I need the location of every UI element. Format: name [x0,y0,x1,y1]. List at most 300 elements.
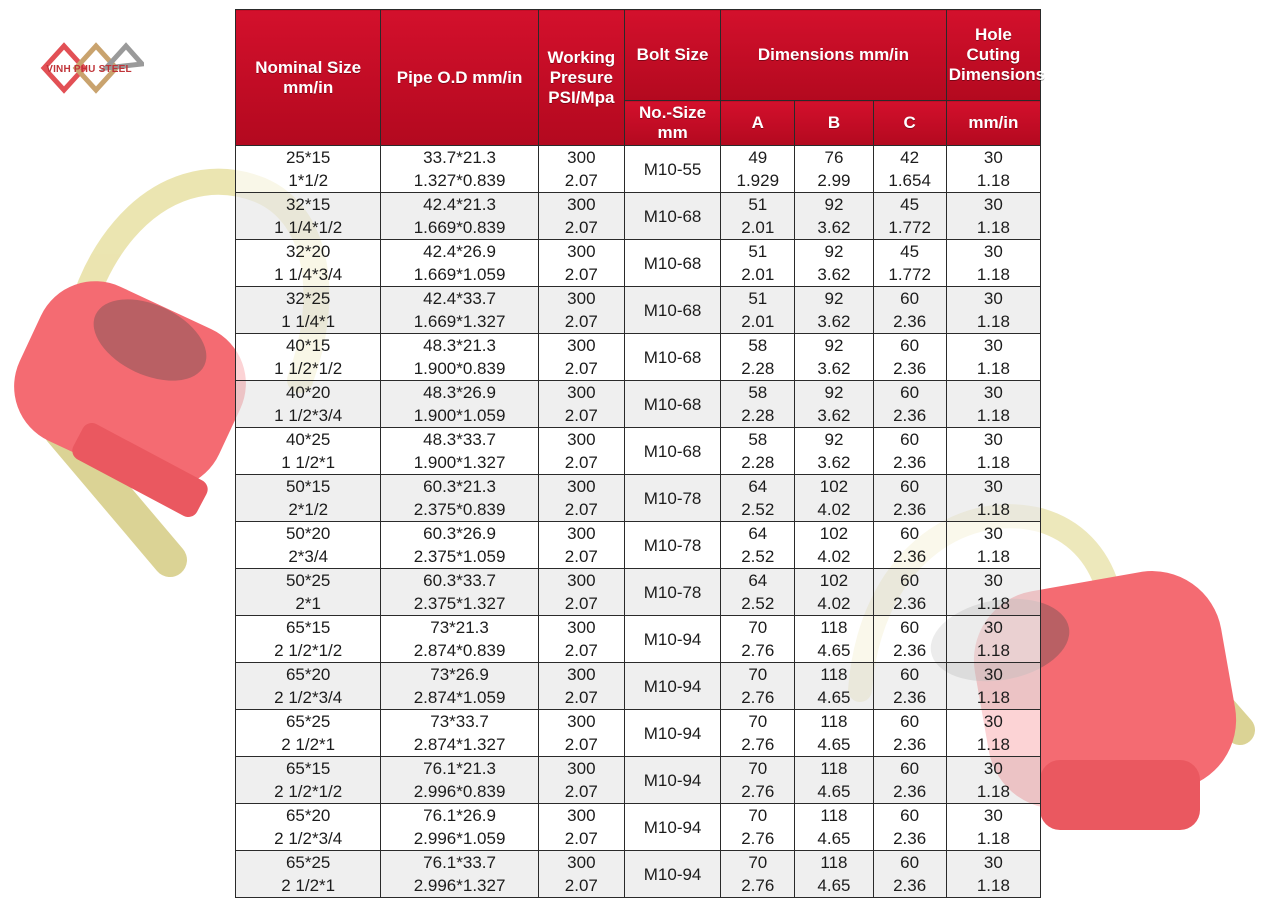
cell-pipe-od [381,616,538,663]
cell-working-pressure-primary: 300 [567,336,596,355]
cell-dim-c-primary: 60 [900,853,920,872]
cell-hole-cutting-secondary: 1.18 [976,171,1010,190]
cell-dim-a-primary: 70 [748,853,768,872]
cell-dim-a-secondary: 2.76 [741,829,775,848]
cell-working-pressure [538,475,624,522]
cell-dim-a-secondary: 2.52 [741,500,775,519]
cell-working-pressure-secondary: 2.07 [564,876,598,895]
cell-dim-b-primary: 76 [824,148,844,167]
cell-dim-b-primary: 92 [824,430,844,449]
cell-hole-cutting-secondary: 1.18 [976,688,1010,707]
cell-working-pressure [538,381,624,428]
cell-dim-c-primary: 60 [900,430,920,449]
cell-dim-c-secondary: 2.36 [893,406,927,425]
cell-dim-c [873,240,946,287]
header-bolt-size: Bolt Size [624,10,720,101]
cell-nominal-size [236,428,381,475]
cell-hole-cutting [946,710,1040,757]
cell-working-pressure-primary: 300 [567,712,596,731]
cell-nominal-size [236,804,381,851]
cell-pipe-od [381,757,538,804]
cell-nominal-size-primary: 65*15 [285,618,331,637]
cell-dim-c-secondary: 1.772 [888,265,931,284]
cell-nominal-size [236,710,381,757]
cell-dim-a-secondary: 2.28 [741,453,775,472]
cell-nominal-size [236,240,381,287]
cell-hole-cutting-secondary: 1.18 [976,218,1010,237]
cell-dim-c [873,569,946,616]
cell-nominal-size-secondary: 1 1/4*1 [281,312,336,331]
table-row [236,428,1041,475]
cell-nominal-size-secondary: 1 1/4*1/2 [274,218,343,237]
cell-working-pressure-primary: 300 [567,195,596,214]
cell-working-pressure-secondary: 2.07 [564,547,598,566]
cell-dim-b-primary: 118 [820,665,848,684]
cell-dim-b-secondary: 4.02 [817,547,851,566]
cell-dim-b-secondary: 4.65 [817,782,851,801]
cell-dim-b-primary: 118 [820,759,848,778]
cell-dim-a [721,710,795,757]
cell-bolt: M10-94 [624,710,720,757]
cell-bolt: M10-68 [624,193,720,240]
cell-dim-c-secondary: 2.36 [893,876,927,895]
cell-hole-cutting [946,757,1040,804]
cell-dim-b-primary: 102 [819,571,849,590]
cell-dim-b [795,569,873,616]
cell-nominal-size-secondary: 2 1/2*1 [281,735,336,754]
cell-dim-c-secondary: 2.36 [893,359,927,378]
cell-nominal-size-primary: 25*15 [285,148,331,167]
cell-bolt: M10-78 [624,522,720,569]
cell-hole-cutting [946,240,1040,287]
cell-pipe-od [381,663,538,710]
cell-pipe-od [381,710,538,757]
cell-dim-c [873,804,946,851]
cell-dim-c-secondary: 2.36 [893,782,927,801]
cell-working-pressure [538,663,624,710]
cell-working-pressure [538,569,624,616]
cell-pipe-od-primary: 48.3*33.7 [423,430,496,449]
cell-nominal-size-secondary: 1 1/4*3/4 [274,265,343,284]
cell-dim-c-secondary: 1.772 [888,218,931,237]
cell-nominal-size-primary: 50*25 [285,571,331,590]
cell-dim-b [795,287,873,334]
cell-bolt: M10-94 [624,804,720,851]
cell-pipe-od-primary: 76.1*26.9 [423,806,496,825]
cell-dim-a [721,757,795,804]
cell-nominal-size [236,475,381,522]
cell-dim-b-secondary: 4.02 [817,500,851,519]
cell-dim-c [873,616,946,663]
table-row [236,710,1041,757]
cell-bolt: M10-78 [624,569,720,616]
cell-dim-b-secondary: 2.99 [817,171,851,190]
header-working-pressure: Working Presure PSI/Mpa [538,10,624,146]
cell-pipe-od-primary: 48.3*21.3 [423,336,496,355]
cell-dim-a [721,804,795,851]
table-row [236,287,1041,334]
cell-working-pressure-secondary: 2.07 [564,453,598,472]
cell-working-pressure-primary: 300 [567,853,596,872]
cell-dim-b-primary: 118 [820,712,848,731]
cell-dim-c-secondary: 2.36 [893,594,927,613]
cell-working-pressure [538,287,624,334]
cell-working-pressure-primary: 300 [567,289,596,308]
cell-pipe-od-primary: 60.3*21.3 [423,477,496,496]
cell-dim-c-primary: 45 [900,195,920,214]
cell-working-pressure [538,851,624,898]
header-dim-b: B [795,101,873,146]
cell-dim-b-secondary: 4.65 [817,829,851,848]
cell-dim-a-secondary: 2.52 [741,547,775,566]
cell-nominal-size [236,381,381,428]
table-row [236,334,1041,381]
cell-working-pressure-secondary: 2.07 [564,688,598,707]
cell-hole-cutting-primary: 30 [983,806,1003,825]
cell-dim-b-primary: 102 [819,524,849,543]
cell-nominal-size-primary: 40*15 [285,336,331,355]
cell-nominal-size-secondary: 2 1/2*1/2 [274,782,343,801]
cell-dim-a-secondary: 2.76 [741,641,775,660]
cell-working-pressure-secondary: 2.07 [564,735,598,754]
cell-nominal-size-secondary: 1 1/2*1 [281,453,336,472]
cell-working-pressure-primary: 300 [567,524,596,543]
cell-hole-cutting [946,334,1040,381]
cell-dim-a [721,287,795,334]
cell-hole-cutting-secondary: 1.18 [976,594,1010,613]
cell-dim-c [873,710,946,757]
cell-pipe-od [381,146,538,193]
cell-dim-a-secondary: 2.76 [741,688,775,707]
table-row [236,804,1041,851]
cell-hole-cutting-primary: 30 [983,336,1003,355]
cell-dim-b [795,757,873,804]
cell-dim-b [795,146,873,193]
table-row [236,193,1041,240]
cell-nominal-size-primary: 32*25 [285,289,331,308]
table-row [236,757,1041,804]
cell-hole-cutting [946,146,1040,193]
cell-hole-cutting [946,193,1040,240]
cell-dim-c [873,287,946,334]
cell-hole-cutting-primary: 30 [983,195,1003,214]
cell-nominal-size [236,851,381,898]
cell-dim-c [873,381,946,428]
cell-dim-a-primary: 58 [748,336,768,355]
cell-working-pressure [538,522,624,569]
cell-pipe-od-primary: 73*21.3 [430,618,489,637]
cell-dim-c-primary: 60 [900,665,920,684]
cell-dim-b [795,663,873,710]
cell-hole-cutting-primary: 30 [983,477,1003,496]
cell-dim-c-primary: 60 [900,712,920,731]
cell-dim-a-primary: 58 [748,430,768,449]
header-pipe-od: Pipe O.D mm/in [381,10,538,146]
cell-hole-cutting [946,663,1040,710]
cell-dim-c [873,475,946,522]
cell-working-pressure-primary: 300 [567,430,596,449]
cell-dim-b [795,240,873,287]
cell-dim-c-primary: 42 [900,148,920,167]
header-hole-unit: mm/in [946,101,1040,146]
table-row [236,616,1041,663]
cell-dim-c [873,334,946,381]
cell-dim-c-primary: 60 [900,383,920,402]
cell-nominal-size [236,757,381,804]
cell-dim-a-primary: 70 [748,712,768,731]
cell-dim-b [795,193,873,240]
cell-pipe-od-secondary: 2.874*1.059 [413,688,506,707]
cell-pipe-od [381,334,538,381]
cell-dim-a [721,240,795,287]
cell-dim-c-primary: 60 [900,806,920,825]
cell-dim-c-secondary: 2.36 [893,500,927,519]
cell-nominal-size [236,334,381,381]
header-dim-c: C [873,101,946,146]
cell-nominal-size-primary: 50*15 [285,477,331,496]
table-row [236,381,1041,428]
cell-bolt: M10-68 [624,428,720,475]
cell-dim-b-secondary: 3.62 [817,453,851,472]
cell-pipe-od [381,381,538,428]
cell-nominal-size [236,193,381,240]
cell-dim-c-secondary: 2.36 [893,641,927,660]
cell-hole-cutting-secondary: 1.18 [976,547,1010,566]
cell-working-pressure-secondary: 2.07 [564,594,598,613]
cell-dim-b [795,522,873,569]
cell-bolt: M10-94 [624,663,720,710]
cell-working-pressure [538,428,624,475]
cell-working-pressure [538,616,624,663]
cell-dim-a-primary: 70 [748,759,768,778]
cell-pipe-od-secondary: 2.375*1.327 [413,594,506,613]
cell-dim-b-primary: 118 [820,618,848,637]
table-row [236,475,1041,522]
cell-working-pressure-primary: 300 [567,571,596,590]
cell-pipe-od-secondary: 2.874*1.327 [413,735,506,754]
header-hole-cutting: Hole Cuting Dimensions [946,10,1040,101]
cell-dim-a-primary: 51 [748,289,768,308]
cell-working-pressure-primary: 300 [567,477,596,496]
cell-working-pressure-primary: 300 [567,242,596,261]
cell-pipe-od-primary: 73*33.7 [430,712,489,731]
cell-working-pressure-primary: 300 [567,759,596,778]
cell-working-pressure [538,757,624,804]
cell-hole-cutting-primary: 30 [983,383,1003,402]
cell-nominal-size-primary: 40*20 [285,383,331,402]
cell-hole-cutting-secondary: 1.18 [976,453,1010,472]
cell-hole-cutting [946,616,1040,663]
cell-working-pressure-secondary: 2.07 [564,406,598,425]
cell-hole-cutting-primary: 30 [983,524,1003,543]
cell-bolt: M10-78 [624,475,720,522]
cell-dim-b [795,381,873,428]
cell-hole-cutting-secondary: 1.18 [976,312,1010,331]
cell-dim-a-primary: 70 [748,806,768,825]
cell-dim-b-secondary: 4.65 [817,688,851,707]
cell-hole-cutting [946,287,1040,334]
cell-dim-b-secondary: 4.65 [817,641,851,660]
cell-pipe-od-primary: 76.1*21.3 [423,759,496,778]
cell-pipe-od [381,475,538,522]
cell-pipe-od [381,851,538,898]
cell-dim-a [721,475,795,522]
table-row [236,240,1041,287]
cell-pipe-od [381,240,538,287]
cell-dim-c-primary: 60 [900,618,920,637]
cell-pipe-od-secondary: 2.996*0.839 [413,782,506,801]
cell-nominal-size-secondary: 2 1/2*3/4 [274,688,343,707]
cell-nominal-size-primary: 65*25 [285,712,331,731]
cell-dim-b-primary: 102 [819,477,849,496]
cell-pipe-od-secondary: 2.375*1.059 [413,547,506,566]
cell-working-pressure-secondary: 2.07 [564,359,598,378]
cell-hole-cutting-primary: 30 [983,712,1003,731]
cell-hole-cutting-primary: 30 [983,618,1003,637]
cell-dim-b-primary: 92 [824,289,844,308]
cell-dim-a [721,334,795,381]
cell-dim-b-primary: 92 [824,242,844,261]
cell-pipe-od [381,522,538,569]
cell-bolt: M10-68 [624,334,720,381]
cell-pipe-od-secondary: 1.669*0.839 [413,218,506,237]
cell-pipe-od-primary: 73*26.9 [430,665,489,684]
cell-dim-a-secondary: 2.76 [741,735,775,754]
cell-dim-c-secondary: 2.36 [893,453,927,472]
cell-working-pressure [538,240,624,287]
cell-dim-a-primary: 64 [748,524,768,543]
cell-pipe-od [381,804,538,851]
cell-working-pressure-secondary: 2.07 [564,312,598,331]
cell-hole-cutting-secondary: 1.18 [976,735,1010,754]
cell-hole-cutting-secondary: 1.18 [976,829,1010,848]
cell-dim-a [721,381,795,428]
cell-dim-c-secondary: 2.36 [893,688,927,707]
table-row [236,663,1041,710]
cell-hole-cutting [946,804,1040,851]
cell-bolt: M10-94 [624,616,720,663]
cell-dim-c-primary: 45 [900,242,920,261]
cell-working-pressure-primary: 300 [567,665,596,684]
cell-dim-a [721,522,795,569]
cell-nominal-size-secondary: 2 1/2*1 [281,876,336,895]
cell-nominal-size [236,287,381,334]
cell-dim-c-primary: 60 [900,336,920,355]
cell-dim-c-secondary: 2.36 [893,312,927,331]
cell-bolt: M10-68 [624,287,720,334]
cell-working-pressure [538,193,624,240]
cell-dim-a [721,663,795,710]
cell-working-pressure-primary: 300 [567,383,596,402]
cell-dim-b [795,851,873,898]
cell-dim-c-primary: 60 [900,289,920,308]
cell-dim-a [721,428,795,475]
cell-pipe-od-secondary: 1.327*0.839 [413,171,506,190]
cell-dim-a-secondary: 2.28 [741,359,775,378]
cell-dim-c [873,146,946,193]
cell-nominal-size [236,146,381,193]
cell-working-pressure-secondary: 2.07 [564,782,598,801]
cell-hole-cutting-primary: 30 [983,242,1003,261]
cell-dim-a [721,569,795,616]
table-row [236,851,1041,898]
cell-hole-cutting-primary: 30 [983,430,1003,449]
cell-dim-b-secondary: 3.62 [817,218,851,237]
cell-hole-cutting-primary: 30 [983,148,1003,167]
cell-dim-c-secondary: 2.36 [893,829,927,848]
cell-dim-a-primary: 51 [748,195,768,214]
cell-dim-a-secondary: 2.01 [741,218,775,237]
cell-dim-b-primary: 92 [824,383,844,402]
cell-dim-a-secondary: 2.52 [741,594,775,613]
cell-nominal-size-secondary: 1 1/2*3/4 [274,406,343,425]
cell-dim-c [873,522,946,569]
cell-working-pressure-secondary: 2.07 [564,265,598,284]
cell-working-pressure-secondary: 2.07 [564,829,598,848]
cell-working-pressure-secondary: 2.07 [564,218,598,237]
table-row [236,522,1041,569]
cell-pipe-od-primary: 42.4*26.9 [423,242,496,261]
cell-dim-b [795,804,873,851]
cell-hole-cutting-secondary: 1.18 [976,782,1010,801]
cell-nominal-size-primary: 50*20 [285,524,331,543]
cell-bolt: M10-94 [624,757,720,804]
cell-dim-c-primary: 60 [900,759,920,778]
spec-table [235,9,1046,898]
cell-nominal-size-secondary: 1*1/2 [288,171,329,190]
cell-nominal-size-primary: 65*20 [285,665,331,684]
cell-pipe-od [381,287,538,334]
cell-bolt: M10-68 [624,381,720,428]
cell-nominal-size-primary: 65*20 [285,806,331,825]
cell-pipe-od-primary: 60.3*33.7 [423,571,496,590]
cell-dim-b-primary: 92 [824,195,844,214]
cell-working-pressure-secondary: 2.07 [564,171,598,190]
cell-dim-b [795,428,873,475]
cell-dim-a-secondary: 2.01 [741,265,775,284]
cell-hole-cutting-secondary: 1.18 [976,641,1010,660]
cell-pipe-od-primary: 42.4*21.3 [423,195,496,214]
cell-dim-a-primary: 49 [748,148,768,167]
cell-nominal-size-secondary: 2*1 [295,594,321,613]
cell-working-pressure-primary: 300 [567,148,596,167]
cell-nominal-size-primary: 32*15 [285,195,331,214]
cell-working-pressure [538,334,624,381]
cell-dim-a-secondary: 2.76 [741,876,775,895]
cell-hole-cutting [946,381,1040,428]
cell-hole-cutting [946,475,1040,522]
cell-pipe-od-secondary: 1.669*1.059 [413,265,506,284]
cell-pipe-od-secondary: 2.996*1.327 [413,876,506,895]
cell-dim-c-primary: 60 [900,477,920,496]
cell-dim-c [873,663,946,710]
cell-nominal-size-secondary: 1 1/2*1/2 [274,359,343,378]
cell-dim-c-primary: 60 [900,524,920,543]
cell-working-pressure [538,710,624,757]
header-nominal-size: Nominal Size mm/in [236,10,381,146]
cell-hole-cutting-secondary: 1.18 [976,500,1010,519]
cell-dim-c [873,428,946,475]
cell-hole-cutting-secondary: 1.18 [976,406,1010,425]
cell-pipe-od-primary: 42.4*33.7 [423,289,496,308]
cell-dim-c-secondary: 2.36 [893,547,927,566]
cell-dim-b [795,616,873,663]
cell-dim-b-secondary: 3.62 [817,406,851,425]
cell-hole-cutting-primary: 30 [983,289,1003,308]
cell-dim-a [721,616,795,663]
cell-pipe-od-secondary: 2.996*1.059 [413,829,506,848]
cell-dim-c [873,851,946,898]
